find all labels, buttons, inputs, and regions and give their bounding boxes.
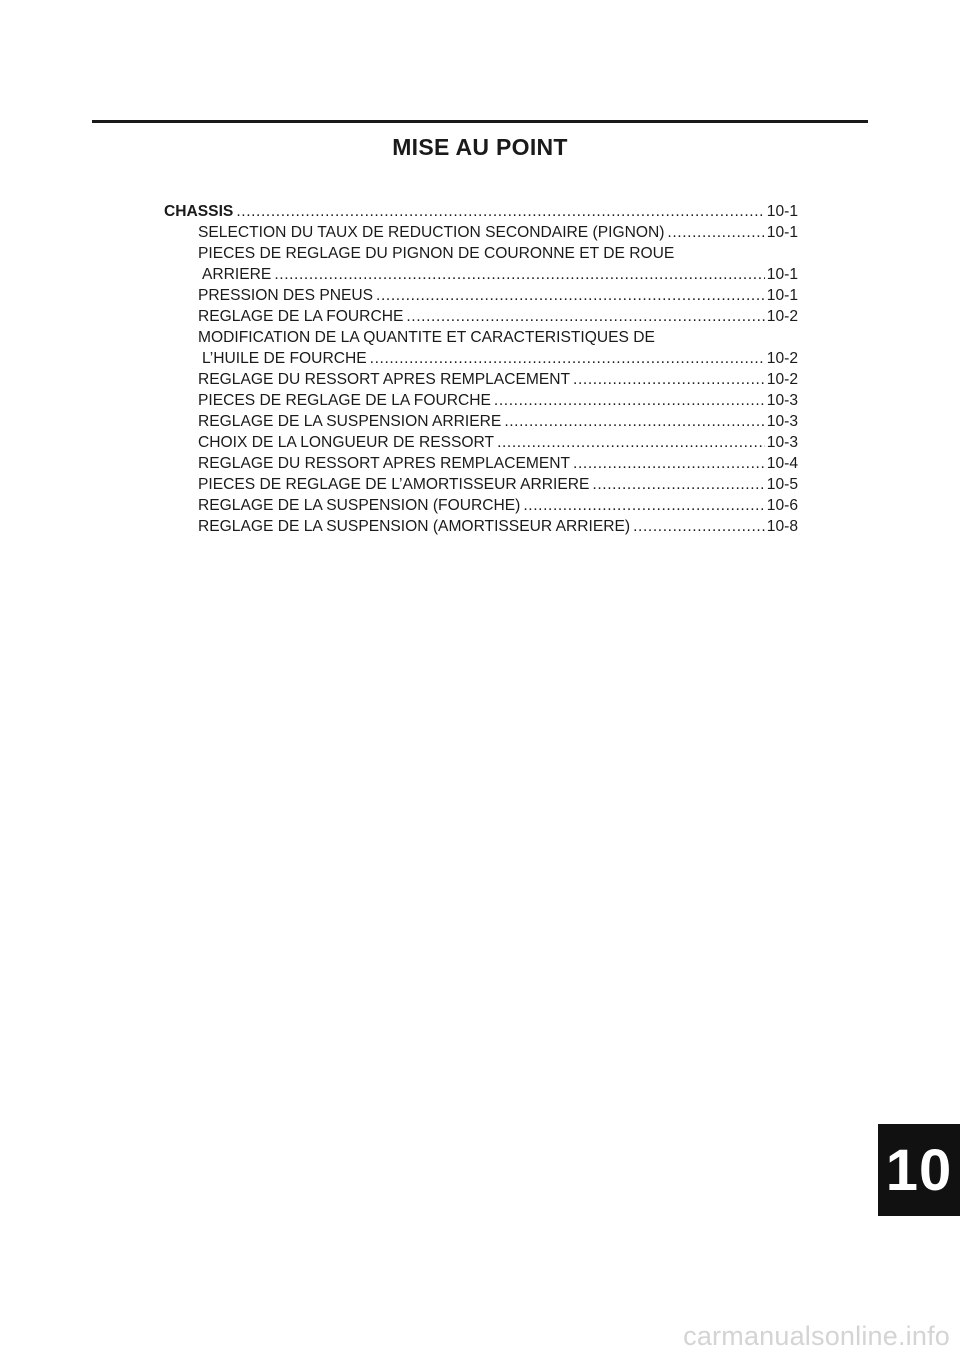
toc-entry-text: REGLAGE DE LA SUSPENSION (AMORTISSEUR ARRIERE) <box>198 518 631 535</box>
toc-dot-leader <box>370 348 765 369</box>
toc-page-number: 10-1 <box>766 287 798 304</box>
toc-heading-chassis[interactable] <box>164 201 798 222</box>
page-title: MISE AU POINT <box>392 134 568 160</box>
toc-entry[interactable] <box>164 390 798 411</box>
toc-page-number: 10-3 <box>766 434 798 451</box>
toc-dot-leader <box>376 285 765 306</box>
toc-page-number: 10-4 <box>766 455 798 472</box>
toc-page-number: 10-2 <box>766 371 798 388</box>
toc-dot-leader <box>494 390 765 411</box>
toc-entry-line1[interactable]: MODIFICATION DE LA QUANTITE ET CARACTERISTIQUES DE <box>198 329 655 346</box>
toc-dot-leader <box>633 516 765 537</box>
toc-entry-text: PIECES DE REGLAGE DE LA FOURCHE <box>198 392 491 409</box>
toc-entry[interactable] <box>164 306 798 327</box>
toc-dot-leader <box>504 411 764 432</box>
toc-page-number: 10-1 <box>766 224 798 241</box>
toc-entry-text: PIECES DE REGLAGE DE L’AMORTISSEUR ARRIERE <box>198 476 590 493</box>
toc-entry-text: PRESSION DES PNEUS <box>198 287 374 304</box>
toc-dot-leader <box>573 369 765 390</box>
toc-entry-text: SELECTION DU TAUX DE REDUCTION SECONDAIRE (PIGNON) <box>198 224 665 241</box>
chapter-tab: 10 <box>878 1124 960 1216</box>
toc-entry[interactable] <box>164 474 798 495</box>
toc-entry[interactable] <box>164 264 798 285</box>
toc-page-number: 10-5 <box>766 476 798 493</box>
toc-entry-text: REGLAGE DU RESSORT APRES REMPLACEMENT <box>198 371 571 388</box>
toc-entry-text: REGLAGE DE LA SUSPENSION ARRIERE <box>198 413 502 430</box>
toc-dot-leader <box>667 222 764 243</box>
toc-entry[interactable] <box>164 369 798 390</box>
toc-dot-leader <box>523 495 764 516</box>
table-of-contents <box>164 201 798 537</box>
toc-dot-leader <box>573 453 765 474</box>
toc-entry-text: CHOIX DE LA LONGUEUR DE RESSORT <box>198 434 495 451</box>
toc-entry[interactable] <box>164 432 798 453</box>
toc-entry[interactable] <box>164 495 798 516</box>
toc-entry[interactable] <box>164 348 798 369</box>
toc-page-number: 10-8 <box>766 518 798 535</box>
toc-page-number: 10-2 <box>766 350 798 367</box>
toc-page-number: 10-6 <box>766 497 798 514</box>
toc-page-number: 10-3 <box>766 392 798 409</box>
toc-entry[interactable] <box>164 222 798 243</box>
toc-page-number: 10-1 <box>766 266 798 283</box>
toc-page-number: 10-1 <box>766 203 798 220</box>
watermark: carmanualsonline.info <box>683 1321 950 1351</box>
toc-heading-text: CHASSIS <box>164 203 234 220</box>
toc-entry[interactable] <box>164 453 798 474</box>
toc-entry-text: REGLAGE DU RESSORT APRES REMPLACEMENT <box>198 455 571 472</box>
top-rule <box>92 120 868 123</box>
toc-dot-leader <box>497 432 765 453</box>
toc-entry[interactable] <box>164 411 798 432</box>
toc-entry-text: L’HUILE DE FOURCHE <box>202 350 367 367</box>
toc-entry-text: REGLAGE DE LA SUSPENSION (FOURCHE) <box>198 497 521 514</box>
toc-entry[interactable] <box>164 285 798 306</box>
toc-dot-leader <box>274 264 764 285</box>
toc-dot-leader <box>406 306 764 327</box>
toc-entry[interactable] <box>164 516 798 537</box>
toc-dot-leader <box>592 474 764 495</box>
toc-entry-text: REGLAGE DE LA FOURCHE <box>198 308 404 325</box>
toc-page-number: 10-2 <box>766 308 798 325</box>
toc-entry-line1[interactable]: PIECES DE REGLAGE DU PIGNON DE COURONNE ET DE ROUE <box>198 245 675 262</box>
toc-page-number: 10-3 <box>766 413 798 430</box>
toc-entry-text: ARRIERE <box>202 266 272 283</box>
toc-dot-leader <box>236 201 764 222</box>
